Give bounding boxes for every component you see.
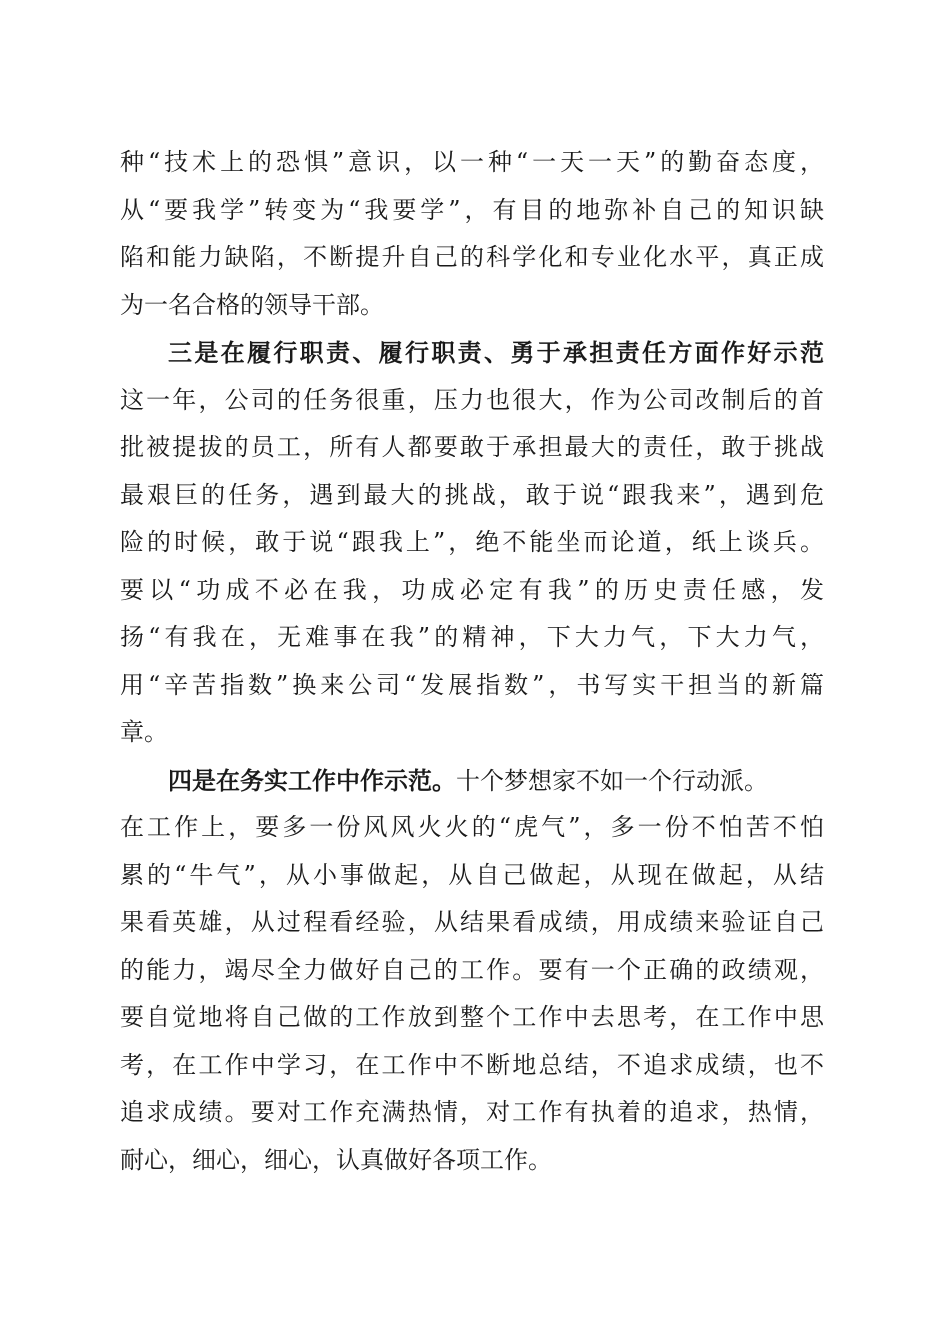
paragraph-study bbox=[120, 139, 824, 329]
text-line: 用“辛苦指数”换来公司“发展指数”，书写实干担当的新篇 bbox=[120, 670, 824, 699]
text-line: 在工作上，要多一份风风火火的“虎气”，多一份不怕苦不怕 bbox=[120, 813, 824, 841]
text-line: 为一名合格的领导干部。 bbox=[120, 290, 384, 319]
text-line: 批被提拔的员工，所有人都要敢于承担最大的责任，敢于挑战 bbox=[120, 433, 824, 461]
paragraph-heading: 三是在履行职责、履行职责、勇于承担责任方面作好示范 bbox=[168, 338, 824, 367]
paragraph-responsibility bbox=[120, 329, 824, 757]
document-body bbox=[120, 139, 824, 1184]
text-line: 从“要我学”转变为“我要学”，有目的地弥补自己的知识缺 bbox=[120, 195, 824, 224]
text-line: 扬“有我在，无难事在我”的精神，下大力气，下大力气， bbox=[120, 623, 824, 651]
text-line: 要以“功成不必在我，功成必定有我”的历史责任感，发 bbox=[120, 575, 824, 604]
text-line: 这一年，公司的任务很重，压力也很大，作为公司改制后的首 bbox=[120, 385, 824, 414]
text-line: 果看英雄，从过程看经验，从结果看成绩，用成绩来验证自己 bbox=[120, 908, 824, 936]
text-line: 的能力，竭尽全力做好自己的工作。要有一个正确的政绩观， bbox=[120, 955, 824, 984]
text-line bbox=[120, 757, 824, 805]
text-line: 耐心，细心，细心，认真做好各项工作。 bbox=[120, 1145, 552, 1174]
text-line: 最艰巨的任务，遇到最大的挑战，敢于说“跟我来”，遇到危 bbox=[120, 480, 824, 509]
text-line: 章。 bbox=[120, 718, 168, 746]
text-line: 追求成绩。要对工作充满热情，对工作有执着的追求，热情， bbox=[120, 1098, 824, 1126]
paragraph-practical-work bbox=[120, 757, 824, 1185]
text-line: 考，在工作中学习，在工作中不断地总结，不追求成绩，也不 bbox=[120, 1050, 824, 1079]
text-line: 陷和能力缺陷，不断提升自己的科学化和专业化水平，真正成 bbox=[120, 243, 824, 271]
text-line: 险的时候，敢于说“跟我上”，绝不能坐而论道，纸上谈兵。 bbox=[120, 528, 824, 556]
paragraph-heading: 四是在务实工作中作示范。 bbox=[168, 765, 456, 795]
heading-continuation: 十个梦想家不如一个行动派。 bbox=[456, 766, 768, 795]
text-line: 要自觉地将自己做的工作放到整个工作中去思考，在工作中思 bbox=[120, 1003, 824, 1031]
text-line: 累的“牛气”，从小事做起，从自己做起，从现在做起，从结 bbox=[120, 860, 824, 889]
text-line: 种“技术上的恐惧”意识，以一种“一天一天”的勤奋态度， bbox=[120, 148, 824, 176]
